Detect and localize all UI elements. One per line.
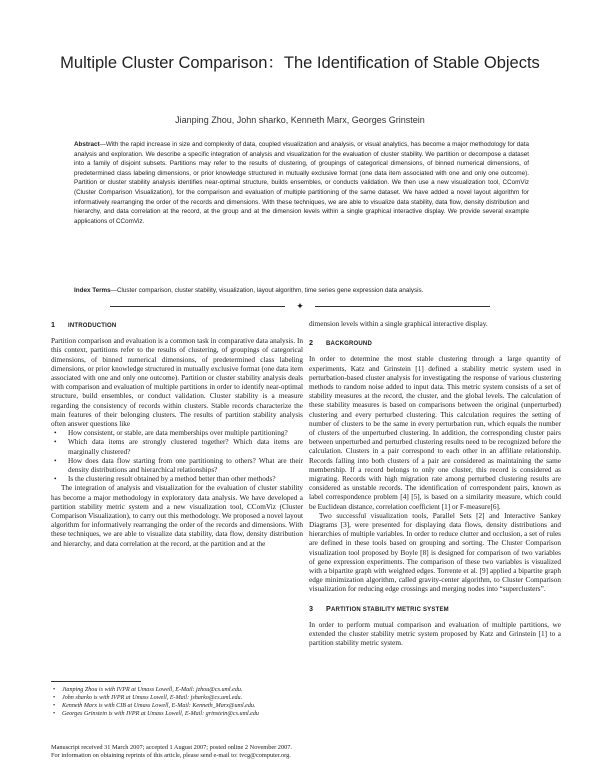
paper-title: Multiple Cluster Comparison：The Identification of Stable Objects — [60, 54, 540, 72]
index-terms — [74, 286, 529, 296]
right-column — [309, 320, 561, 649]
list-item: • How does data flow starting from one partitioning to others? What are their density distributions and hierarchical relationships? — [51, 457, 303, 475]
section-heading-introduction — [51, 320, 303, 331]
section-title-initial: P — [326, 603, 331, 613]
partition-paragraph-1: In order to perform mutual comparison and evaluation of multiple partitions, we extended the cluster stability metric system proposed by Katz and Grinstein [1] to a partition stability metric system. — [309, 620, 561, 648]
footnote-item: • John sharko is with IVPR at Umass Lowell, E-Mail: jsharko@cs.uml.edu. — [51, 694, 303, 702]
index-terms-text: —Cluster comparison, cluster stability, visualization, layout algorithm, time series gene expression data analysis. — [110, 287, 424, 294]
divider-line-left — [110, 306, 285, 307]
index-terms-label: Index Terms — [74, 287, 111, 294]
intro-paragraph-2: The integration of analysis and visualization for the evaluation of cluster stability has become a major methodology in exploratory data analysis. We have developed a partition stability metric system and a new visualization tool, CComViz (Cluster Comparison Visualization), to carry out this methodology. We proposed a novel layout algorithm for informatively rearranging the order of the records and dimensions. With these techniques, we are able to visualize data stability, data flow, density distribution and hierarchy, and data correlation at the record, at the partition and at the — [51, 484, 303, 548]
footnote-item: • Kenneth Marx is with CIB at Umass Lowell, E-Mail: Kenneth_Marx@uml.edu. — [51, 702, 303, 710]
section-divider — [110, 302, 490, 312]
author-footnotes — [51, 681, 303, 718]
manuscript-note: Manuscript received 31 March 2007; accepted 1 August 2007; posted online 2 November 2007. — [51, 744, 292, 751]
list-item: • Which data items are strongly clustered together? Which data items are marginally clustered? — [51, 438, 303, 456]
left-column — [51, 320, 303, 549]
section-title: BACKGROUND — [326, 341, 372, 348]
abstract-text: —With the rapid increase in size and complexity of data, coupled visualization and analysis, or visual analytics, has become a major methodology for data analysis and exploration. We describe a specific integration of analysis and visualization for the evaluation of cluster stability. We partition or decompose a dataset into a family of disjoint subsets. Partitions may refer to the results of clustering, of groupings of categorical dimensions, of binned numerical dimensions, of predetermined class labeling dimensions, or prior knowledge structured in mutually exclusive format (one data item associated with one and only one outcome). Partition or cluster stability analysis identifies near-optimal structure, builds ensembles, or conducts validation. We then use a new visualization tool, CComViz (Cluster Comparison Visualization), for the comparison and evaluation of multiple partitioning of the same dataset. We have added a novel layout algorithm for informatively rearranging the order of the records and dimensions. With these techniques, we are able to visualize data stability, data flow, density distribution and hierarchy, and data correlation at the record, at the group and at the dimension levels within a single graphical interactive display. We provide several example applications of CComViz. — [74, 141, 529, 225]
divider-diamond-icon: ✦ — [296, 301, 304, 311]
footnote-item: • Jianping Zhou is with IVPR at Umass Lowell, E-Mail: jzhou@cs.uml.edu. — [51, 686, 303, 694]
background-paragraph-2: Two successful visualization tools, Parallel Sets [2] and Interactive Sankey Diagrams [3], were presented for displaying data flows, density distributions and hierarchies of multiple variables. In order to reduce clutter and occlusion, a set of rules are defined in these tools based on grouping and sorting. The Cluster Comparison visualization tool proposed by Boyle [8] is designed for comparison of two variables of gene expression experiments. The comparison of these two variables is visualized with a bipartite graph with weighted edges. Torrente et al. [9] applied a bipartite graph edge minimization algorithm, called gravity-center algorithm, to Cluster Comparison visualization for reducing edge crossings and merging nodes into “superclusters”. — [309, 511, 561, 594]
authors: Jianping Zhou, John sharko, Kenneth Marx, Georges Grinstein — [175, 115, 425, 125]
intro-continuation: dimension levels within a single graphical interactive display. — [309, 320, 488, 328]
manuscript-info — [51, 744, 303, 760]
section-number: 2 — [309, 338, 314, 348]
section-number: 1 — [51, 320, 56, 329]
list-item: • How consistent, or stable, are data memberships over multiple partitioning? — [51, 429, 303, 438]
list-item: • Is the clustering result obtained by a method better than other methods? — [51, 475, 303, 484]
footnote-rule — [51, 681, 141, 682]
section-title: INTRODUCTION — [68, 323, 117, 329]
section-heading-partition-stability — [309, 604, 561, 615]
background-paragraph-1: In order to determine the most stable clustering through a large quantity of experiments, Katz and Grinstein [1] defined a stability metric system used in perturbation-based cluster analysis for investigating the response of various clustering methods to random noise added to input data. This metric system consists of a set of stability measures at the record, the cluster, and the global levels. The calculation of these stability measures is based on comparisons between the original (unperturbed) clustering and every perturbed clustering. This calculation requires the setting of number of clusters to be the same in every perturbation run, which equals the number of clusters of the unperturbed clustering. In addition, the corresponding cluster pairs between unperturbed and perturbed clustering results need to be recognized before the calculation. Clusters in a pair correspond to each other in an affiliate relationship. Records falling into both clusters of a pair are considered as maintaining the same membership. If a record belongs to only one cluster, this record is considered as migrating. Records with high migration rate among perturbed clustering results are considered as unstable records. The identification of correspondent pairs, known as label correspondence problem [4] [5], is based on a similarity measure, which could be Euclidean distance, correlation coefficient [1] or F-measure[6]. — [309, 355, 561, 511]
abstract — [74, 140, 529, 226]
section-number: 3 — [309, 603, 314, 613]
divider-line-right — [315, 306, 490, 307]
reprint-note: For information on obtaining reprints of this article, please send e-mail to: tvcg@computer.org. — [51, 752, 291, 759]
intro-question-list — [51, 429, 303, 484]
footnote-item: • Georges Grinstein is with IVPR at Umass Lowell, E-Mail: grinstein@cs.uml.edu — [51, 710, 303, 718]
section-heading-background — [309, 338, 561, 349]
section-title: ARTITION STABILITY METRIC SYSTEM — [331, 606, 449, 613]
abstract-label: Abstract — [74, 141, 100, 148]
intro-paragraph-1: Partition comparison and evaluation is a common task in comparative data analysis. In this context, partitions refer to the results of clustering, of groupings of categorical dimensions, of binned numerical dimensions, of predetermined class labeling dimensions, or prior knowledge structured in mutually exclusive format (one data item associated with one and only one outcome). Partition or cluster stability analysis deals with comparison and evaluation of multiple partitions in order to identify near-optimal structure, build ensembles, or conduct validation. Cluster stability is a measure regarding the consistency of records within clusters. Stable records characterize the main features of their belonging clusters. The results of partition stability analysis often answer questions like — [51, 337, 303, 429]
